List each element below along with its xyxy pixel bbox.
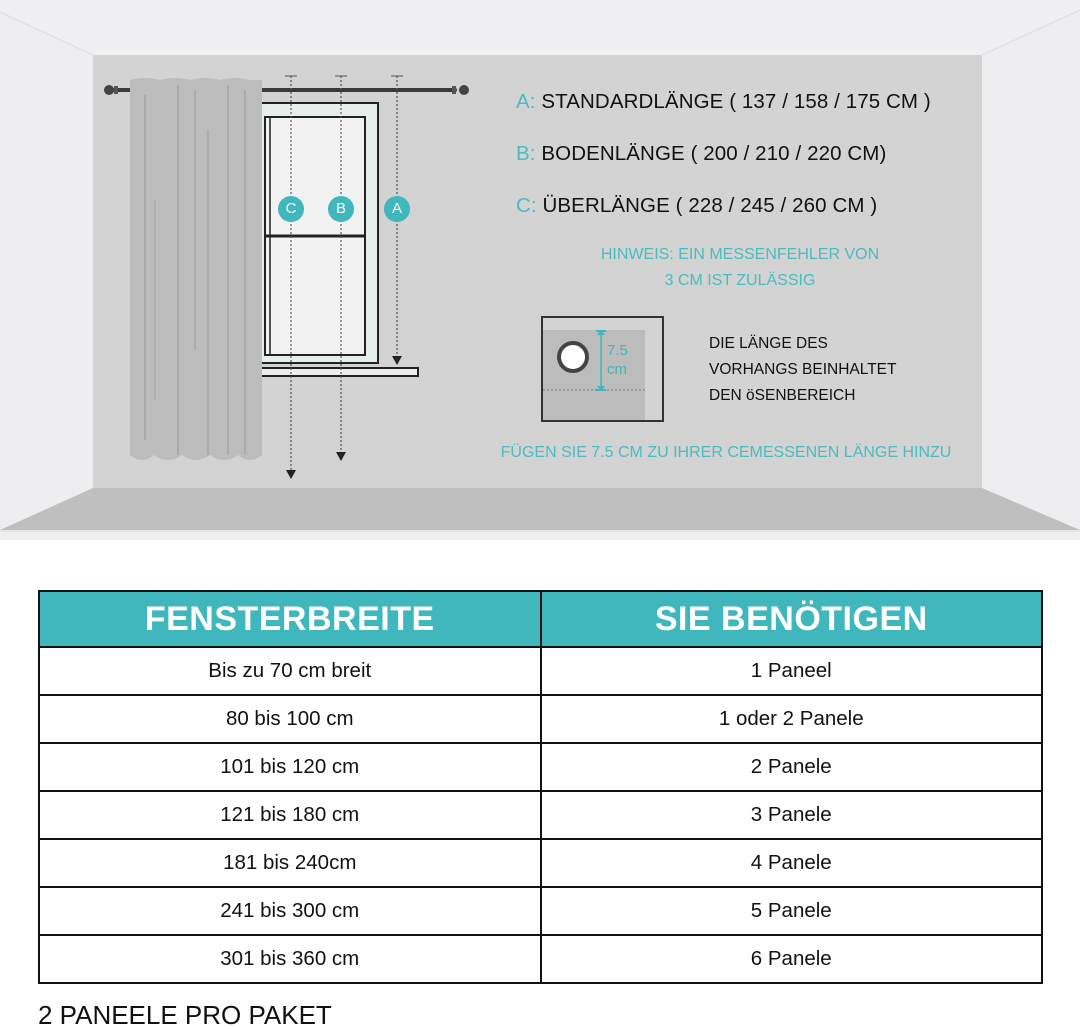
legend-key-b: B: — [516, 142, 536, 165]
eyelet-measure-value: 7.5 — [607, 342, 628, 359]
eyelet-text-line1: DIE LÄNGE DES — [709, 335, 828, 352]
eyelet-measure-unit: cm — [607, 361, 627, 378]
tolerance-note-line1: HINWEIS: EIN MESSENFEHLER VON — [600, 246, 880, 263]
header-panels-needed: SIE BENÖTIGEN — [541, 591, 1043, 647]
cell-panels: 5 Panele — [541, 887, 1043, 935]
table-row — [39, 647, 1042, 695]
cell-panels: 1 oder 2 Panele — [541, 695, 1043, 743]
legend-floor-length — [516, 142, 886, 166]
cell-width: Bis zu 70 cm breit — [39, 647, 541, 695]
legend-label-c: ÜBERLÄNGE ( 228 / 245 / 260 CM ) — [542, 194, 878, 217]
floor — [0, 488, 1080, 530]
legend-overlength — [516, 194, 877, 218]
legend-label-a: STANDARDLÄNGE ( 137 / 158 / 175 CM ) — [541, 90, 931, 113]
table-row — [39, 887, 1042, 935]
table-row — [39, 839, 1042, 887]
panel-size-table — [38, 590, 1043, 984]
table-row — [39, 743, 1042, 791]
cell-width: 101 bis 120 cm — [39, 743, 541, 791]
eyelet-measure-label — [607, 341, 628, 379]
legend-key-a: A: — [516, 90, 536, 113]
legend-standard-length — [516, 90, 931, 114]
add-length-note: FÜGEN SIE 7.5 CM ZU IHRER CEMESSENEN LÄNGE HINZU — [500, 444, 952, 461]
cell-panels: 6 Panele — [541, 935, 1043, 983]
cell-panels: 4 Panele — [541, 839, 1043, 887]
cell-panels: 2 Panele — [541, 743, 1043, 791]
header-window-width: FENSTERBREITE — [39, 591, 541, 647]
table-header-row — [39, 591, 1042, 647]
marker-c-label: C — [285, 200, 297, 217]
cell-width: 241 bis 300 cm — [39, 887, 541, 935]
legend-key-c: C: — [516, 194, 537, 217]
table-row — [39, 935, 1042, 983]
cell-panels: 1 Paneel — [541, 647, 1043, 695]
package-note: 2 PANEELE PRO PAKET — [38, 1000, 332, 1029]
marker-a-label: A — [391, 200, 402, 217]
eyelet-detail — [542, 317, 663, 421]
tolerance-note — [560, 242, 920, 294]
cell-width: 121 bis 180 cm — [39, 791, 541, 839]
cell-panels: 3 Panele — [541, 791, 1043, 839]
tolerance-note-line2: 3 CM IST ZULÄSSIG — [664, 272, 816, 289]
eyelet-text-line3: DEN öSENBEREICH — [709, 387, 856, 404]
curtain-panel — [130, 78, 262, 460]
eyelet-text-line2: VORHANGS BEINHALTET — [709, 361, 897, 378]
cell-width: 301 bis 360 cm — [39, 935, 541, 983]
table-row — [39, 791, 1042, 839]
eyelet-description — [709, 331, 896, 409]
marker-b-label: B — [335, 200, 346, 217]
legend-label-b: BODENLÄNGE ( 200 / 210 / 220 CM) — [541, 142, 887, 165]
cell-width: 80 bis 100 cm — [39, 695, 541, 743]
table-row — [39, 695, 1042, 743]
cell-width: 181 bis 240cm — [39, 839, 541, 887]
